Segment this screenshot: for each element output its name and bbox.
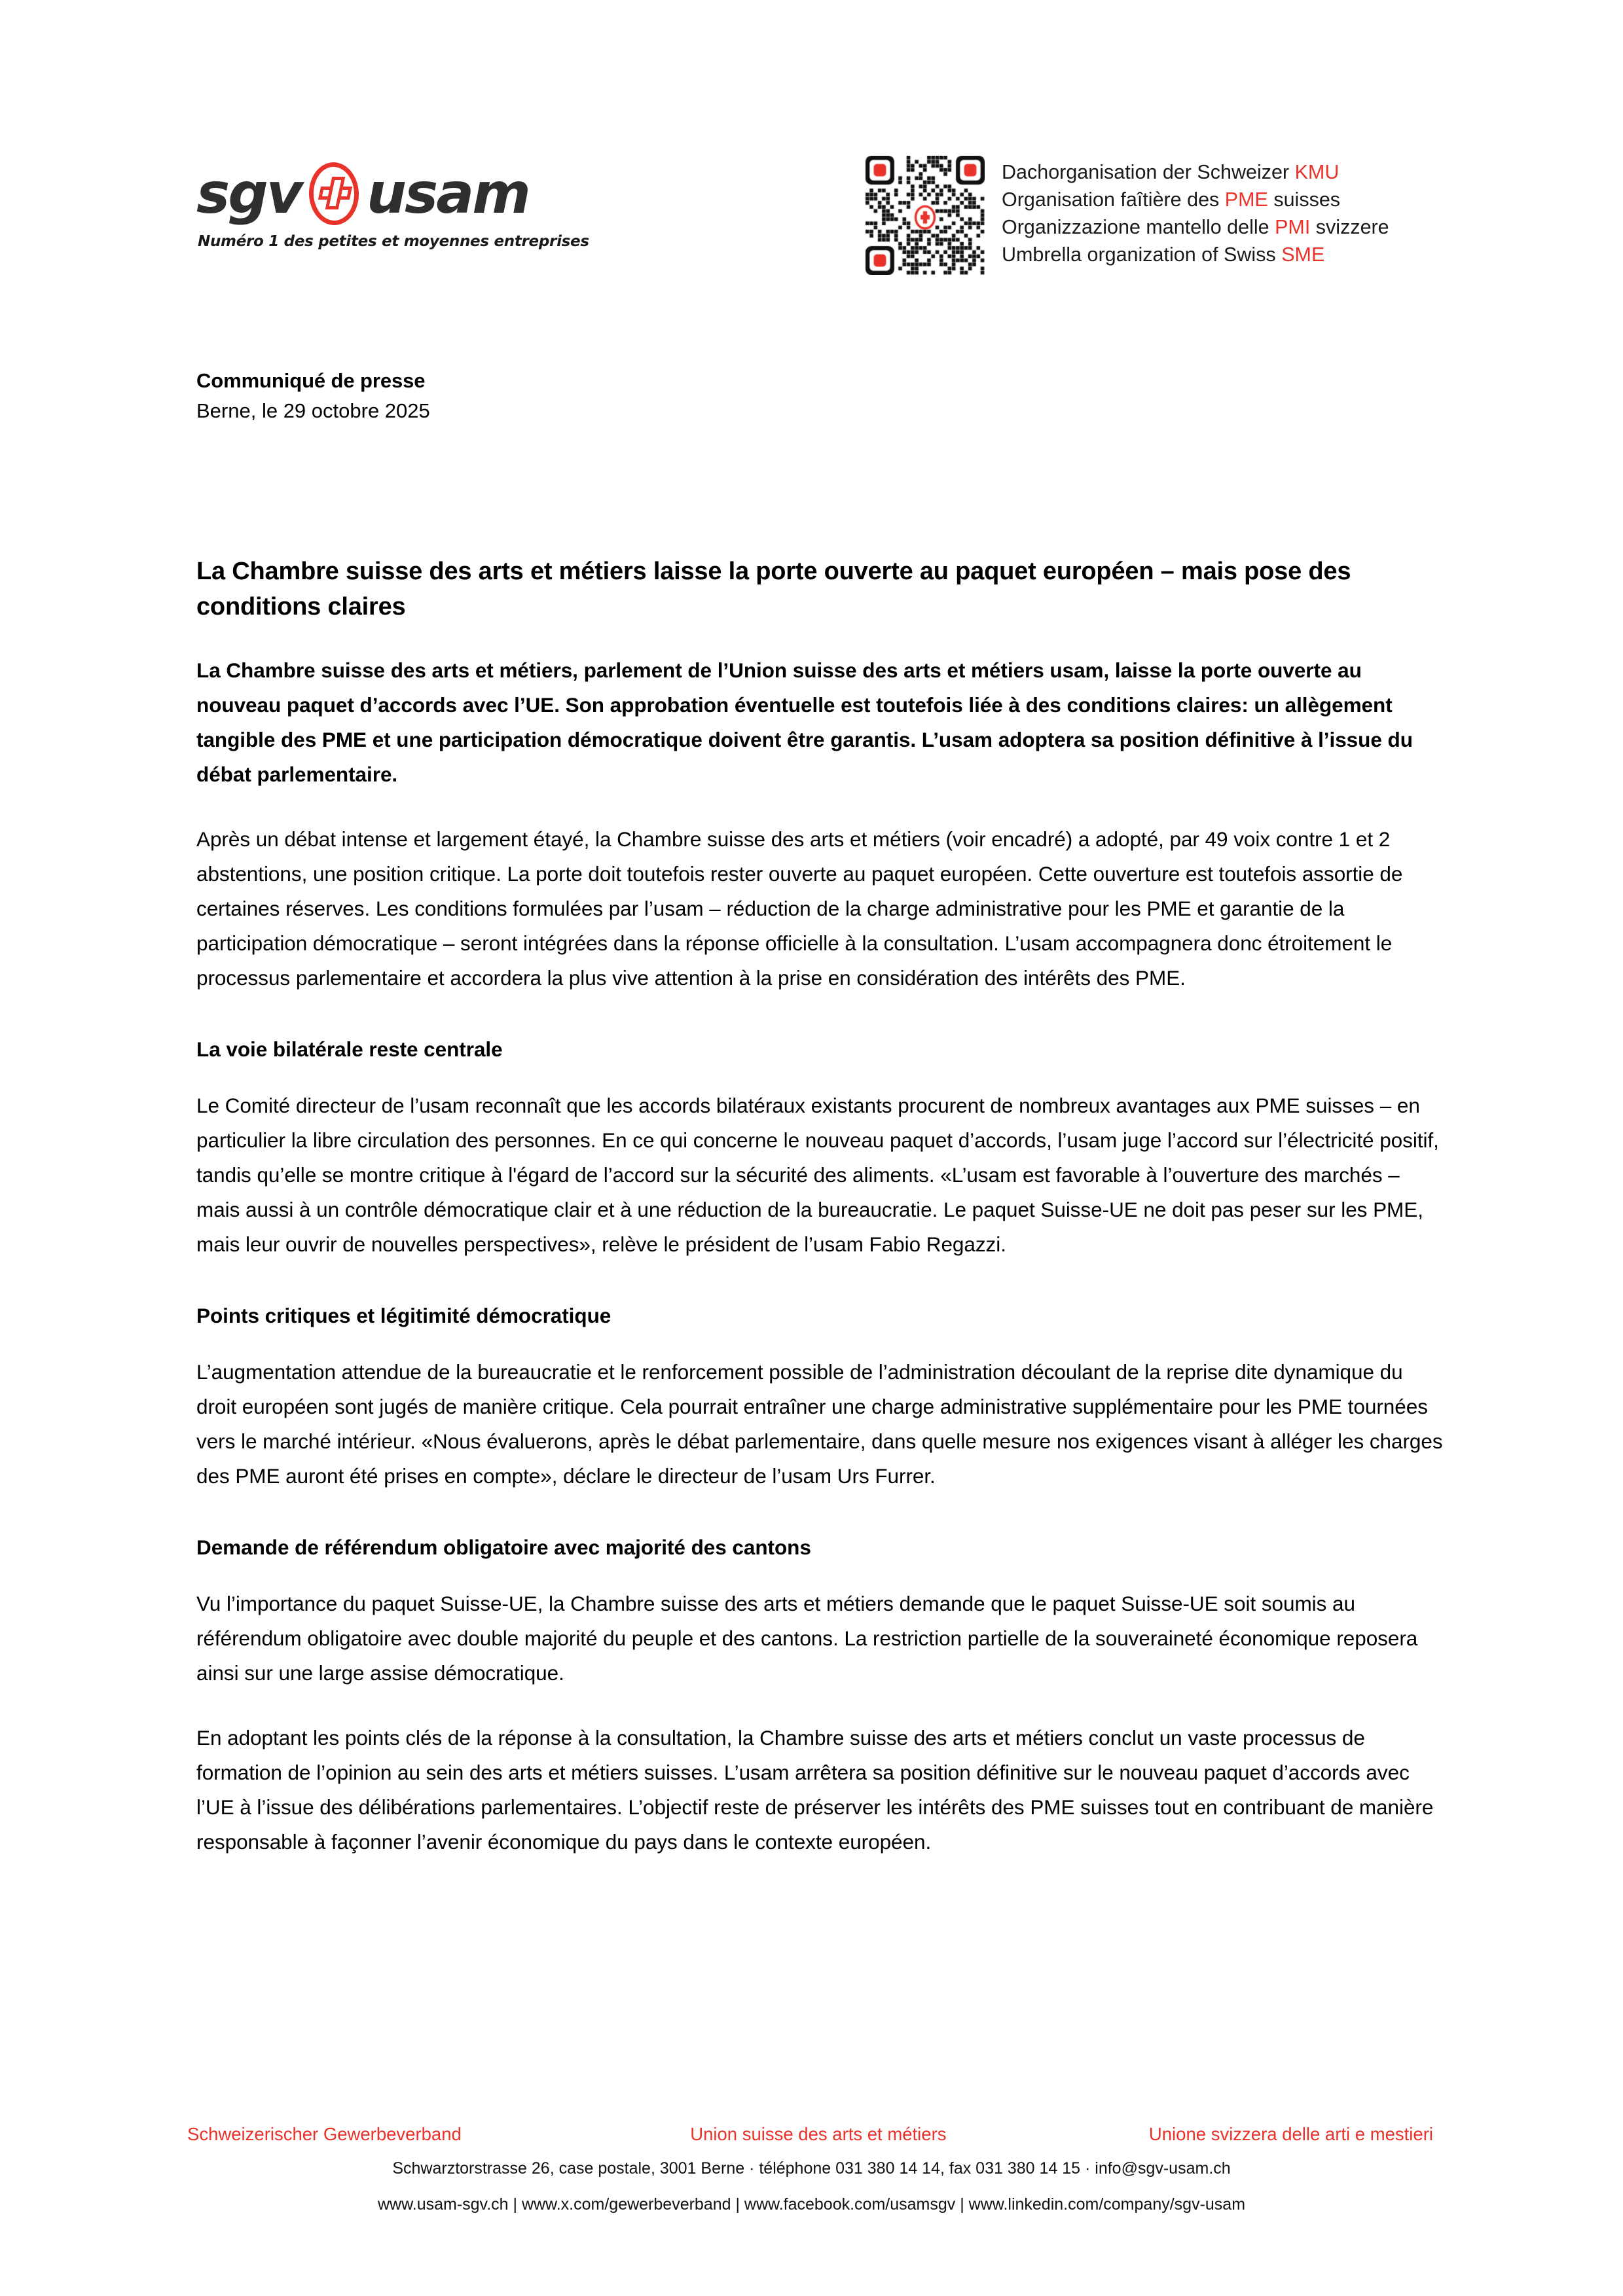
body-paragraph: Le Comité directeur de l’usam reconnaît que les accords bilatéraux existants procurent de nombreux avantages aux PME suisses – en particulier la libre circulation des personnes. En ce qui concerne le nouveau paquet d’accords, l’usam juge l’accord sur l’électricité positif, tandis qu’elle se montre critique à l'égard de l’accord sur la sécurité des aliments. «L’usam est favorable à l’ouverture des marchés – mais aussi à un contrôle démocratique clair et à une réduction de la bureaucratie. Le paquet Suisse-UE ne doit pas peser sur les PME, mais leur ouvrir de nouvelles perspectives», relève le président de l’usam Fabio Regazzi. <box>196 1094 1439 1256</box>
footer-address-line: Schwarztorstrasse 26, case postale, 3001 Berne · téléphone 031 380 14 14, fax 031 380 14 15 · info@sgv-usam.ch <box>392 2159 1231 2178</box>
organisation-header-block <box>866 156 1389 275</box>
org-line-it-prefix: Organizzazione mantello delle <box>1002 216 1275 238</box>
org-line-it <box>1002 213 1389 241</box>
section-heading: La voie bilatérale reste centrale <box>196 1037 503 1061</box>
org-line-en-highlight: SME <box>1281 243 1325 266</box>
footer-name-fr: Union suisse des arts et métiers <box>690 2124 947 2144</box>
body-paragraph: En adoptant les points clés de la réponse à la consultation, la Chambre suisse des arts et métiers conclut un vaste processus de formation de l’opinion au sein des arts et métiers suisses. L’usam arrêtera sa position définitive sur le nouveau paquet d’accords avec l’UE à l’issue des délibérations parlementaires. L’objectif reste de préserver les intérêts des PME suisses tout en contribuant de manière responsable à façonner l’avenir économique du pays dans le contexte européen. <box>196 1726 1434 1854</box>
body-paragraph: Vu l’importance du paquet Suisse-UE, la Chambre suisse des arts et métiers demande que le paquet Suisse-UE soit soumis au référendum obligatoire avec double majorité du peuple et des cantons. La restriction partielle de la souveraineté économique reposera ainsi sur une large assise démocratique. <box>196 1592 1418 1685</box>
footer-links-line[interactable]: www.usam-sgv.ch | www.x.com/gewerbeverband | www.facebook.com/usamsgv | www.linkedin.com/company/sgv-usam <box>377 2195 1246 2214</box>
org-line-de <box>1002 158 1389 186</box>
logo-text-sgv: sgv <box>196 161 301 226</box>
logo-wordmark <box>196 162 615 225</box>
org-line-de-prefix: Dachorganisation der Schweizer <box>1002 161 1295 183</box>
press-release-label: Communiqué de presse <box>196 369 426 392</box>
org-line-it-highlight: PMI <box>1275 216 1311 238</box>
footer-name-de: Schweizerischer Gewerbeverband <box>187 2124 462 2144</box>
document-footer <box>183 2122 1440 2219</box>
body-paragraph: Après un débat intense et largement étayé, la Chambre suisse des arts et métiers (voir encadré) a adopté, par 49 voix contre 1 et 2 abstentions, une position critique. La porte doit toutefois rester ouverte au paquet européen. Cette ouverture est toutefois assortie de certaines réserves. Les conditions formulées par l’usam – réduction de la charge administrative pour les PME et garantie de la participation démocratique – seront intégrées dans la réponse officielle à la consultation. L’usam accompagnera donc étroitement le processus parlementaire et accordera la plus vive attention à la prise en considération des intérêts des PME. <box>196 827 1403 990</box>
org-line-fr-prefix: Organisation faîtière des <box>1002 188 1225 211</box>
org-line-it-suffix: svizzere <box>1310 216 1389 238</box>
org-line-fr <box>1002 186 1389 213</box>
swiss-cross-icon <box>305 161 365 226</box>
logo-text-usam: usam <box>366 161 529 226</box>
logo-tagline: Numéro 1 des petites et moyennes entreprises <box>198 233 589 250</box>
document-header <box>0 149 1623 293</box>
org-line-fr-suffix: suisses <box>1267 188 1341 211</box>
org-line-de-highlight: KMU <box>1294 161 1340 183</box>
qr-code-icon <box>866 156 985 275</box>
sgv-usam-logo <box>196 162 615 250</box>
section-heading: Demande de référendum obligatoire avec majorité des cantons <box>196 1535 811 1559</box>
footer-name-it: Unione svizzera delle arti e mestieri <box>1148 2124 1433 2144</box>
article-sections <box>196 822 1448 1859</box>
page-title: La Chambre suisse des arts et métiers laisse la porte ouverte au paquet européen – mais pose des conditions claires <box>196 558 1351 620</box>
lead-paragraph: La Chambre suisse des arts et métiers, parlement de l’Union suisse des arts et métiers usam, laisse la porte ouverte au nouveau paquet d’accords avec l’UE. Son approbation éventuelle est toutefois liée à des conditions claires: un allègement tangible des PME et une participation démocratique doivent être garantis. L’usam adoptera sa position définitive à l’issue du débat parlementaire. <box>196 658 1413 786</box>
org-line-en-prefix: Umbrella organization of Swiss <box>1002 243 1282 266</box>
footer-organisation-names <box>183 2122 1440 2147</box>
dateline: Berne, le 29 octobre 2025 <box>196 399 430 422</box>
organisation-descriptor-lines <box>1002 156 1389 268</box>
document-body <box>196 367 1448 1859</box>
org-line-fr-highlight: PME <box>1224 188 1268 211</box>
body-paragraph: L’augmentation attendue de la bureaucratie et le renforcement possible de l’administration découlant de la reprise dite dynamique du droit européen sont jugés de manière critique. Cela pourrait entraîner une charge administrative supplémentaire pour les PME tournées vers le marché intérieur. «Nous évaluerons, après le débat parlementaire, dans quelle mesure nos exigences visant à alléger les charges des PME auront été prises en compte», déclare le directeur de l’usam Urs Furrer. <box>196 1360 1443 1488</box>
org-line-en <box>1002 241 1389 268</box>
section-heading: Points critiques et légitimité démocratique <box>196 1304 611 1327</box>
